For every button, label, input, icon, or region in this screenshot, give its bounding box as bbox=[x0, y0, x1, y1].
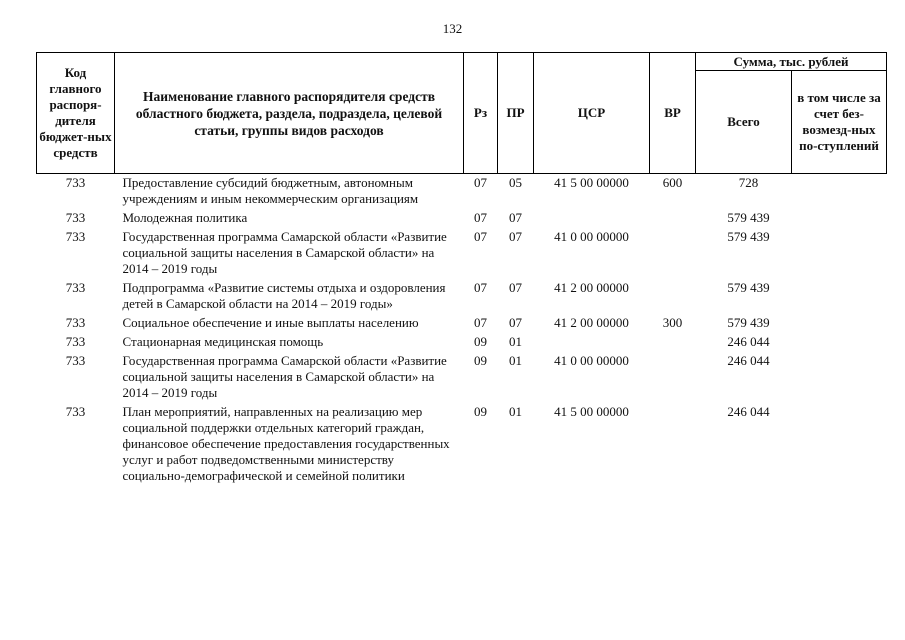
cell-name: Стационарная медицинская помощь bbox=[122, 334, 324, 349]
cell-total: 579 439 bbox=[727, 210, 770, 225]
header-free: в том числе за счет без-возмезд-ных по-ступлений bbox=[792, 71, 887, 174]
cell-name: Государственная программа Самарской области «Развитие социальной защиты населения в Самарской области» на 2014 – 2019 годы bbox=[122, 229, 447, 276]
table-row bbox=[37, 226, 887, 277]
cell-name: Социальное обеспечение и иные выплаты населению bbox=[122, 315, 419, 330]
page-number: 132 bbox=[442, 21, 463, 36]
table-header bbox=[37, 53, 887, 174]
cell-total: 579 439 bbox=[727, 315, 770, 330]
cell-csr bbox=[534, 331, 650, 350]
cell-free bbox=[792, 277, 887, 312]
cell-free bbox=[792, 350, 887, 401]
header-csr: ЦСР bbox=[534, 53, 650, 174]
cell-code: 733 bbox=[65, 334, 86, 349]
cell-code: 733 bbox=[65, 315, 86, 330]
cell-name: План мероприятий, направленных на реализацию мер социальной поддержки отдельных категорий граждан, финансовое обеспечение предоставления государственных услуг и работ подведомственными министерству социально-демографической и семейной политики bbox=[122, 404, 450, 483]
header-pr: ПР bbox=[498, 53, 534, 174]
header-sum: Сумма, тыс. рублей bbox=[696, 53, 887, 71]
cell-name: Подпрограмма «Развитие системы отдыха и оздоровления детей в Самарской области на 2014 – 2019 годы» bbox=[122, 280, 446, 311]
table-row bbox=[37, 174, 887, 208]
cell-rz: 09 bbox=[474, 334, 487, 349]
cell-free bbox=[792, 331, 887, 350]
cell-rz: 07 bbox=[474, 315, 487, 330]
cell-code: 733 bbox=[65, 404, 86, 419]
budget-table bbox=[36, 52, 887, 484]
table-row bbox=[37, 401, 887, 484]
cell-total: 579 439 bbox=[727, 280, 770, 295]
cell-rz: 07 bbox=[474, 229, 487, 244]
cell-vr bbox=[650, 226, 696, 277]
cell-name: Молодежная политика bbox=[122, 210, 248, 225]
cell-vr bbox=[650, 207, 696, 226]
cell-total: 728 bbox=[738, 175, 759, 190]
table-row bbox=[37, 207, 887, 226]
cell-vr bbox=[650, 277, 696, 312]
cell-csr: 41 5 00 00000 bbox=[554, 404, 629, 419]
header-rz: Рз bbox=[464, 53, 498, 174]
cell-rz: 07 bbox=[474, 280, 487, 295]
cell-vr bbox=[650, 350, 696, 401]
cell-vr: 600 bbox=[662, 175, 683, 190]
cell-pr: 01 bbox=[509, 334, 522, 349]
cell-pr: 07 bbox=[509, 229, 522, 244]
cell-code: 733 bbox=[65, 175, 86, 190]
cell-code: 733 bbox=[65, 280, 86, 295]
cell-code: 733 bbox=[65, 353, 86, 368]
cell-name: Государственная программа Самарской области «Развитие социальной защиты населения в Самарской области» на 2014 – 2019 годы bbox=[122, 353, 447, 400]
cell-free bbox=[792, 312, 887, 331]
cell-pr: 01 bbox=[509, 404, 522, 419]
cell-csr: 41 0 00 00000 bbox=[554, 229, 629, 244]
cell-rz: 09 bbox=[474, 353, 487, 368]
cell-code: 733 bbox=[65, 210, 86, 225]
cell-code: 733 bbox=[65, 229, 86, 244]
cell-free bbox=[792, 401, 887, 484]
cell-pr: 05 bbox=[509, 175, 522, 190]
table-row bbox=[37, 277, 887, 312]
cell-rz: 07 bbox=[474, 210, 487, 225]
cell-free bbox=[792, 207, 887, 226]
table-row bbox=[37, 331, 887, 350]
cell-free bbox=[792, 174, 887, 208]
table-body bbox=[37, 174, 887, 485]
cell-total: 579 439 bbox=[727, 229, 770, 244]
cell-pr: 07 bbox=[509, 280, 522, 295]
cell-vr bbox=[650, 401, 696, 484]
header-name: Наименование главного распорядителя средств областного бюджета, раздела, подраздела, целевой статьи, группы видов расходов bbox=[115, 53, 464, 174]
cell-pr: 07 bbox=[509, 315, 522, 330]
cell-csr: 41 2 00 00000 bbox=[554, 280, 629, 295]
table-row bbox=[37, 312, 887, 331]
table-row bbox=[37, 350, 887, 401]
cell-rz: 09 bbox=[474, 404, 487, 419]
cell-pr: 01 bbox=[509, 353, 522, 368]
cell-total: 246 044 bbox=[727, 353, 770, 368]
cell-free bbox=[792, 226, 887, 277]
cell-vr bbox=[650, 331, 696, 350]
cell-total: 246 044 bbox=[727, 404, 770, 419]
header-vr: ВР bbox=[650, 53, 696, 174]
cell-total: 246 044 bbox=[727, 334, 770, 349]
cell-name: Предоставление субсидий бюджетным, автономным учреждениям и иным некоммерческим организациям bbox=[122, 175, 419, 206]
cell-rz: 07 bbox=[474, 175, 487, 190]
cell-vr: 300 bbox=[662, 315, 683, 330]
cell-csr bbox=[534, 207, 650, 226]
cell-csr: 41 5 00 00000 bbox=[554, 175, 629, 190]
cell-csr: 41 2 00 00000 bbox=[554, 315, 629, 330]
header-total: Всего bbox=[696, 71, 792, 174]
header-code: Код главного распоря-дителя бюджет-ных средств bbox=[37, 53, 115, 174]
cell-pr: 07 bbox=[509, 210, 522, 225]
cell-csr: 41 0 00 00000 bbox=[554, 353, 629, 368]
